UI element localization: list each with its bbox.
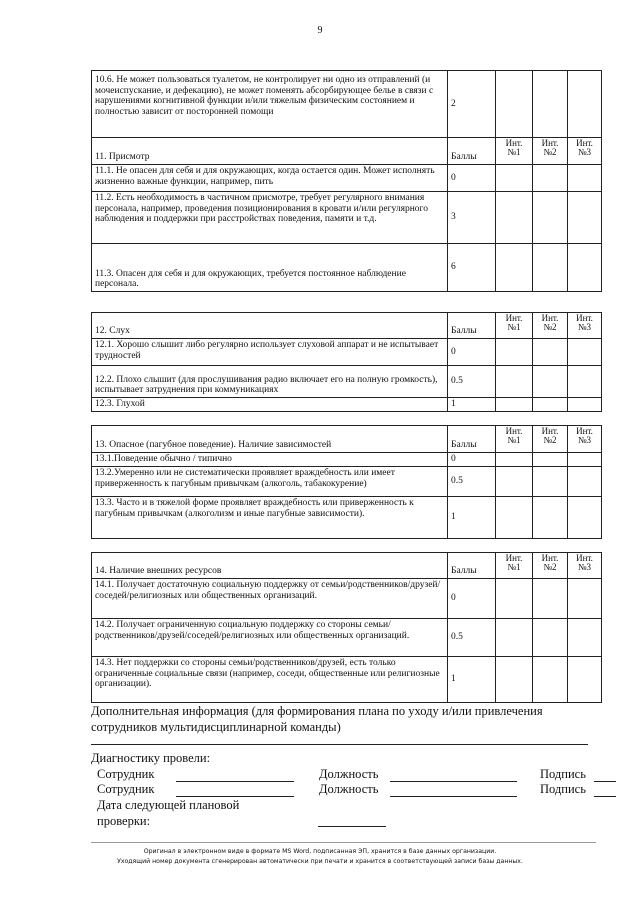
- int-cell[interactable]: [533, 467, 568, 497]
- int-cell[interactable]: [568, 579, 602, 619]
- int-cell[interactable]: [533, 71, 568, 138]
- int-cell[interactable]: [533, 244, 568, 292]
- criterion-score: 6: [448, 244, 496, 292]
- additional-info-line[interactable]: [91, 744, 588, 745]
- int-cell[interactable]: [496, 497, 533, 539]
- int-cell[interactable]: [568, 192, 602, 244]
- signature-label-1: Подпись: [540, 767, 586, 781]
- int-cell[interactable]: [568, 165, 602, 192]
- position-label-1: Должность: [319, 767, 379, 781]
- next-check-date-field[interactable]: [318, 826, 386, 827]
- criterion-text: 14.3. Нет поддержки со стороны семьи/родственников/друзей, есть только ограниченные социальные связи (например, соседи, общественные или религиозные организации).: [92, 657, 448, 703]
- criterion-score: 0.5: [448, 366, 496, 398]
- section-header: [92, 426, 602, 453]
- int-cell[interactable]: [496, 244, 533, 292]
- employee-field-2[interactable]: [176, 796, 294, 797]
- criterion-score: 3: [448, 192, 496, 244]
- table-row: [92, 71, 602, 138]
- int-header-2: Инт. №2: [533, 138, 568, 165]
- int-cell[interactable]: [533, 579, 568, 619]
- signature-field-1[interactable]: [594, 781, 616, 782]
- int-cell[interactable]: [496, 71, 533, 138]
- signature-field-2[interactable]: [594, 796, 616, 797]
- int-cell[interactable]: [533, 497, 568, 539]
- int-cell[interactable]: [496, 619, 533, 657]
- int-cell[interactable]: [533, 192, 568, 244]
- footer-line-1: Оригинал в электронном виде в формате MS Word, подписанная ЭП, хранится в базе данных организации.: [143, 848, 497, 855]
- section-title: 14. Наличие внешних ресурсов: [92, 553, 448, 579]
- additional-info: Дополнительная информация (для формирования плана по уходу и/или привлечения сотрудников мультидисциплинарной команды): [91, 704, 543, 734]
- int-header-2: Инт. №2: [533, 553, 568, 579]
- int-header-1: Инт. №1: [496, 313, 533, 339]
- criterion-score: 1: [448, 398, 496, 412]
- int-header-2: Инт. №2: [533, 313, 568, 339]
- table-row: [92, 453, 602, 467]
- int-cell[interactable]: [496, 366, 533, 398]
- section-title: 12. Слух: [92, 313, 448, 339]
- int-header-1: Инт. №1: [496, 138, 533, 165]
- scores-header: Баллы: [448, 313, 496, 339]
- int-header-3: Инт. №3: [568, 313, 602, 339]
- int-cell[interactable]: [568, 366, 602, 398]
- section-header: [92, 313, 602, 339]
- table-row: [92, 192, 602, 244]
- table-row: [92, 165, 602, 192]
- int-cell[interactable]: [568, 453, 602, 467]
- criterion-text: 11.1. Не опасен для себя и для окружающих, когда остается один. Может исполнять жизненно важные функции, например, пить: [92, 165, 448, 192]
- int-cell[interactable]: [568, 339, 602, 366]
- int-cell[interactable]: [496, 339, 533, 366]
- scores-header: Баллы: [448, 426, 496, 453]
- section-title: 13. Опасное (пагубное поведение). Наличие зависимостей: [92, 426, 448, 453]
- int-cell[interactable]: [496, 467, 533, 497]
- criterion-score: 0: [448, 339, 496, 366]
- criterion-score: 0: [448, 579, 496, 619]
- int-cell[interactable]: [533, 339, 568, 366]
- criterion-text: 14.2. Получает ограниченную социальную поддержку со стороны семьи/родственников/друзей/соседей/религиозных или общественных организаций.: [92, 619, 448, 657]
- criterion-text: 12.1. Хорошо слышит либо регулярно использует слуховой аппарат и не испытывает трудностей: [92, 339, 448, 366]
- scores-header: Баллы: [448, 553, 496, 579]
- position-field-2[interactable]: [390, 796, 517, 797]
- int-cell[interactable]: [496, 192, 533, 244]
- int-cell[interactable]: [496, 579, 533, 619]
- table-row: [92, 244, 602, 292]
- int-cell[interactable]: [496, 165, 533, 192]
- int-cell[interactable]: [533, 366, 568, 398]
- employee-label-1: Сотрудник: [97, 767, 155, 781]
- int-cell[interactable]: [568, 497, 602, 539]
- page-number: 9: [317, 25, 323, 36]
- int-cell[interactable]: [533, 453, 568, 467]
- int-cell[interactable]: [568, 398, 602, 412]
- section-13-table: [91, 425, 602, 539]
- next-check-label-line1: Дата следующей плановой: [97, 798, 240, 812]
- int-cell[interactable]: [568, 619, 602, 657]
- int-cell[interactable]: [568, 71, 602, 138]
- section-header: [92, 138, 602, 165]
- criterion-text: 10.6. Не может пользоваться туалетом, не контролирует ни одно из отправлений (и мочеиспускание, и дефекацию), не может поменять абсорбирующее белье в связи с нарушениями когнитивной функции и/или тяжелым физическим состоянием и полностью зависит от посторонней помощи: [92, 71, 448, 138]
- criterion-score: 0: [448, 453, 496, 467]
- footer-divider: [91, 842, 596, 843]
- int-cell[interactable]: [533, 165, 568, 192]
- table-row: [92, 398, 602, 412]
- section-title: 11. Присмотр: [92, 138, 448, 165]
- criterion-text: 11.2. Есть необходимость в частичном присмотре, требует регулярного внимания персонала, например, проведения позиционирования в кровати и/или регулярного наблюдения и поддержки при расстройствах поведения, памяти и т.д.: [92, 192, 448, 244]
- int-header-3: Инт. №3: [568, 553, 602, 579]
- criterion-score: 1: [448, 497, 496, 539]
- int-header-1: Инт. №1: [496, 426, 533, 453]
- signoff-title: Диагностику провели:: [91, 751, 211, 765]
- scores-header: Баллы: [448, 138, 496, 165]
- int-header-2: Инт. №2: [533, 426, 568, 453]
- int-cell[interactable]: [533, 619, 568, 657]
- table-row: [92, 497, 602, 539]
- criterion-score: 2: [448, 71, 496, 138]
- criterion-score: 0: [448, 165, 496, 192]
- table-row-10-6: [91, 70, 602, 292]
- table-row: [92, 339, 602, 366]
- criterion-text: 13.1.Поведение обычно / типично: [92, 453, 448, 467]
- int-cell[interactable]: [496, 453, 533, 467]
- position-label-2: Должность: [319, 782, 379, 796]
- int-cell[interactable]: [533, 657, 568, 703]
- footer-line-2: Уходящий номер документа сгенерирован автоматически при печати и хранится в соответствующей записи базы данных.: [117, 858, 523, 865]
- int-cell[interactable]: [568, 467, 602, 497]
- signature-label-2: Подпись: [540, 782, 586, 796]
- position-field-1[interactable]: [390, 781, 517, 782]
- criterion-text: 11.3. Опасен для себя и для окружающих, требуется постоянное наблюдение персонала.: [92, 244, 448, 292]
- criterion-text: 13.3. Часто и в тяжелой форме проявляет враждебность или приверженность к пагубным привычкам (алкоголизм и иные пагубные зависимости).: [92, 497, 448, 539]
- criterion-text: 12.3. Глухой: [92, 398, 448, 412]
- employee-label-2: Сотрудник: [97, 782, 155, 796]
- criterion-score: 0.5: [448, 467, 496, 497]
- section-12-table: [91, 312, 602, 412]
- int-header-3: Инт. №3: [568, 138, 602, 165]
- criterion-text: 12.2. Плохо слышит (для прослушивания радио включает его на полную громкость), испытывает затруднения при коммуникациях: [92, 366, 448, 398]
- employee-field-1[interactable]: [176, 781, 294, 782]
- int-cell[interactable]: [496, 657, 533, 703]
- int-cell[interactable]: [568, 244, 602, 292]
- section-header: [92, 553, 602, 579]
- int-header-3: Инт. №3: [568, 426, 602, 453]
- criterion-score: 0.5: [448, 619, 496, 657]
- criterion-text: 13.2.Умеренно или не систематически проявляет враждебность или имеет приверженность к пагубным привычкам (алкоголь, табакокурение): [92, 467, 448, 497]
- section-14-table: [91, 552, 602, 703]
- table-row: [92, 467, 602, 497]
- table-row: [92, 579, 602, 619]
- next-check-label-line2: проверки:: [97, 814, 151, 828]
- int-header-1: Инт. №1: [496, 553, 533, 579]
- int-cell[interactable]: [568, 657, 602, 703]
- table-row: [92, 366, 602, 398]
- table-row: [92, 619, 602, 657]
- criterion-text: 14.1. Получает достаточную социальную поддержку от семьи/родственников/друзей/соседей/религиозных или общественных организаций.: [92, 579, 448, 619]
- criterion-score: 1: [448, 657, 496, 703]
- int-cell[interactable]: [496, 398, 533, 412]
- table-row: [92, 657, 602, 703]
- int-cell[interactable]: [533, 398, 568, 412]
